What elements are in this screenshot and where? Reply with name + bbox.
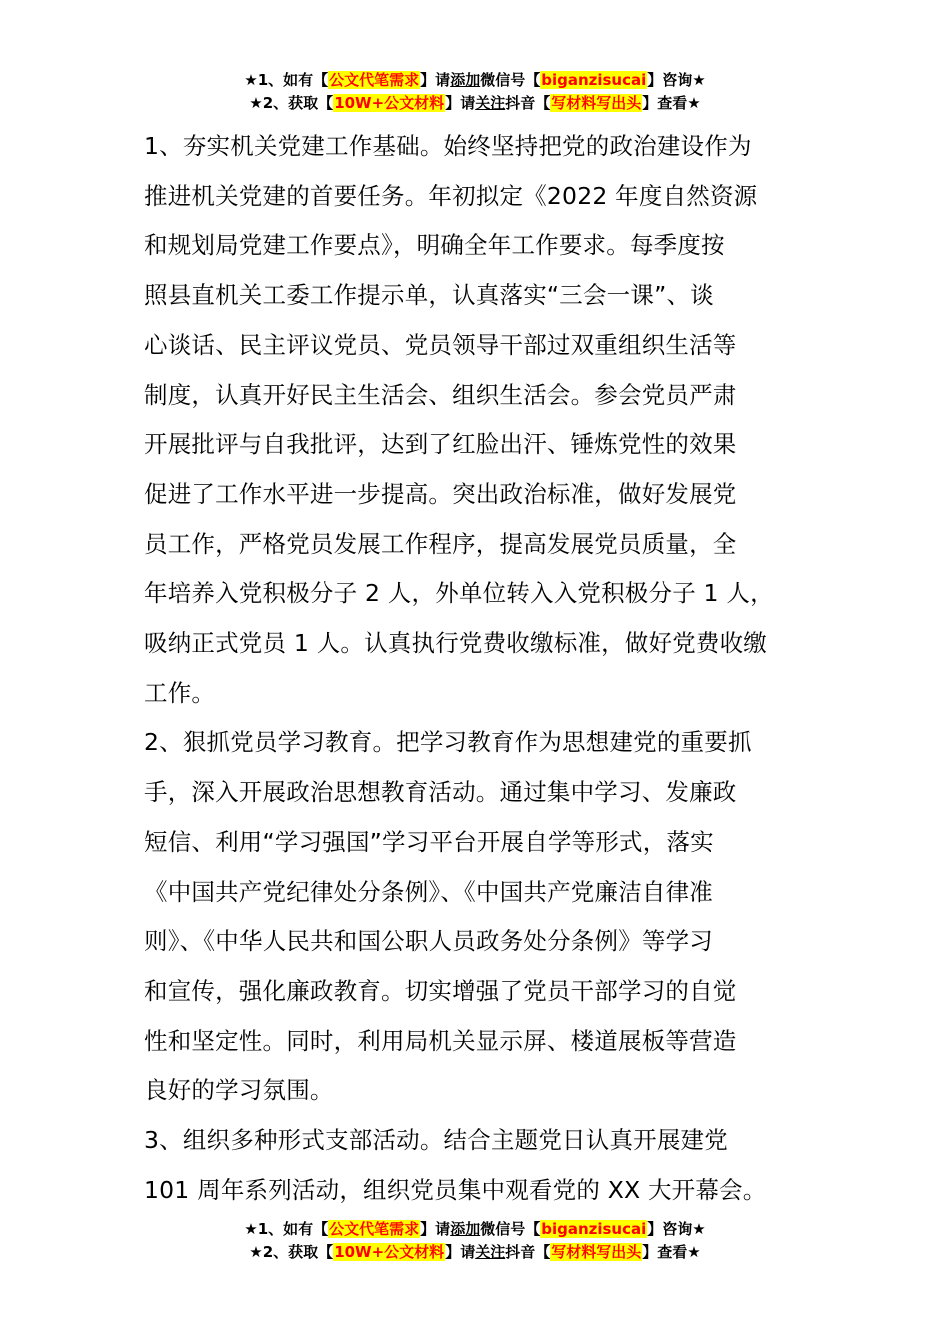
text-line: 性和坚定性。同时，利用局机关显示屏、楼道展板等营造: [144, 1026, 737, 1055]
text-line: 短信、利用“学习强国”学习平台开展自学等形式，落实: [144, 827, 714, 856]
text-line: 吸纳正式党员 1 人。认真执行党费收缴标准，做好党费收缴: [144, 629, 767, 658]
text-line: 心谈话、民主评议党员、党员领导干部过双重组织生活等: [144, 330, 737, 359]
banner-highlight: 写材料写出头: [551, 94, 642, 112]
banner-highlight: biganzisucai: [541, 1220, 647, 1238]
text-line: 推进机关党建的首要任务。年初拟定《2022 年度自然资源: [144, 181, 758, 210]
text-line: 促进了工作水平进一步提高。突出政治标准，做好发展党: [144, 479, 737, 508]
banner-line-1: ★1、如有【公文代笔需求】请添加微信号【biganzisucai】咨询★: [244, 1220, 706, 1238]
text-line: 则》、《中华人民共和国公职人员政务处分条例》等学习: [144, 927, 713, 956]
paragraph-2: [144, 718, 812, 1116]
text-line: 手，深入开展政治思想教育活动。通过集中学习、发廉政: [144, 778, 737, 807]
top-banner: [0, 69, 950, 115]
paragraph-3: [144, 1116, 812, 1215]
bottom-banner: [0, 1218, 950, 1264]
banner-highlight: biganzisucai: [541, 71, 647, 89]
banner-line-2: ★2、获取【10W+公文材料】请关注抖音【写材料写出头】查看★: [249, 94, 701, 112]
text-line: 和宣传，强化廉政教育。切实增强了党员干部学习的自觉: [144, 976, 737, 1005]
banner-highlight: 公文代笔需求: [329, 1220, 420, 1238]
banner-highlight: 公文代笔需求: [329, 71, 420, 89]
text-line: 开展批评与自我批评，达到了红脸出汗、锤炼党性的效果: [144, 430, 737, 459]
text-line: 101 周年系列活动，组织党员集中观看党的 XX 大开幕会。: [144, 1175, 767, 1204]
text-line: 3、组织多种形式支部活动。结合主题党日认真开展建党: [144, 1126, 728, 1155]
banner-highlight: 10W+公文材料: [334, 1243, 445, 1261]
banner-line-2: ★2、获取【10W+公文材料】请关注抖音【写材料写出头】查看★: [249, 1243, 701, 1261]
text-line: 员工作，严格党员发展工作程序，提高发展党员质量，全: [144, 529, 737, 558]
document-body: [144, 122, 812, 1215]
text-line: 工作。: [144, 678, 216, 707]
paragraph-1: [144, 122, 812, 718]
text-line: 年培养入党积极分子 2 人，外单位转入入党积极分子 1 人，: [144, 579, 774, 608]
text-line: 1、夯实机关党建工作基础。始终坚持把党的政治建设作为: [144, 132, 752, 160]
text-line: 制度，认真开好民主生活会、组织生活会。参会党员严肃: [144, 380, 737, 409]
banner-line-1: ★1、如有【公文代笔需求】请添加微信号【biganzisucai】咨询★: [244, 71, 706, 89]
text-line: 《中国共产党纪律处分条例》、《中国共产党廉洁自律准: [144, 877, 713, 906]
text-line: 良好的学习氛围。: [144, 1076, 334, 1105]
text-line: 照县直机关工委工作提示单，认真落实“三会一课”、谈: [144, 281, 714, 310]
banner-highlight: 10W+公文材料: [334, 94, 445, 112]
text-line: 和规划局党建工作要点》，明确全年工作要求。每季度按: [144, 231, 725, 260]
banner-highlight: 写材料写出头: [551, 1243, 642, 1261]
text-line: 2、狠抓党员学习教育。把学习教育作为思想建党的重要抓: [144, 728, 752, 757]
